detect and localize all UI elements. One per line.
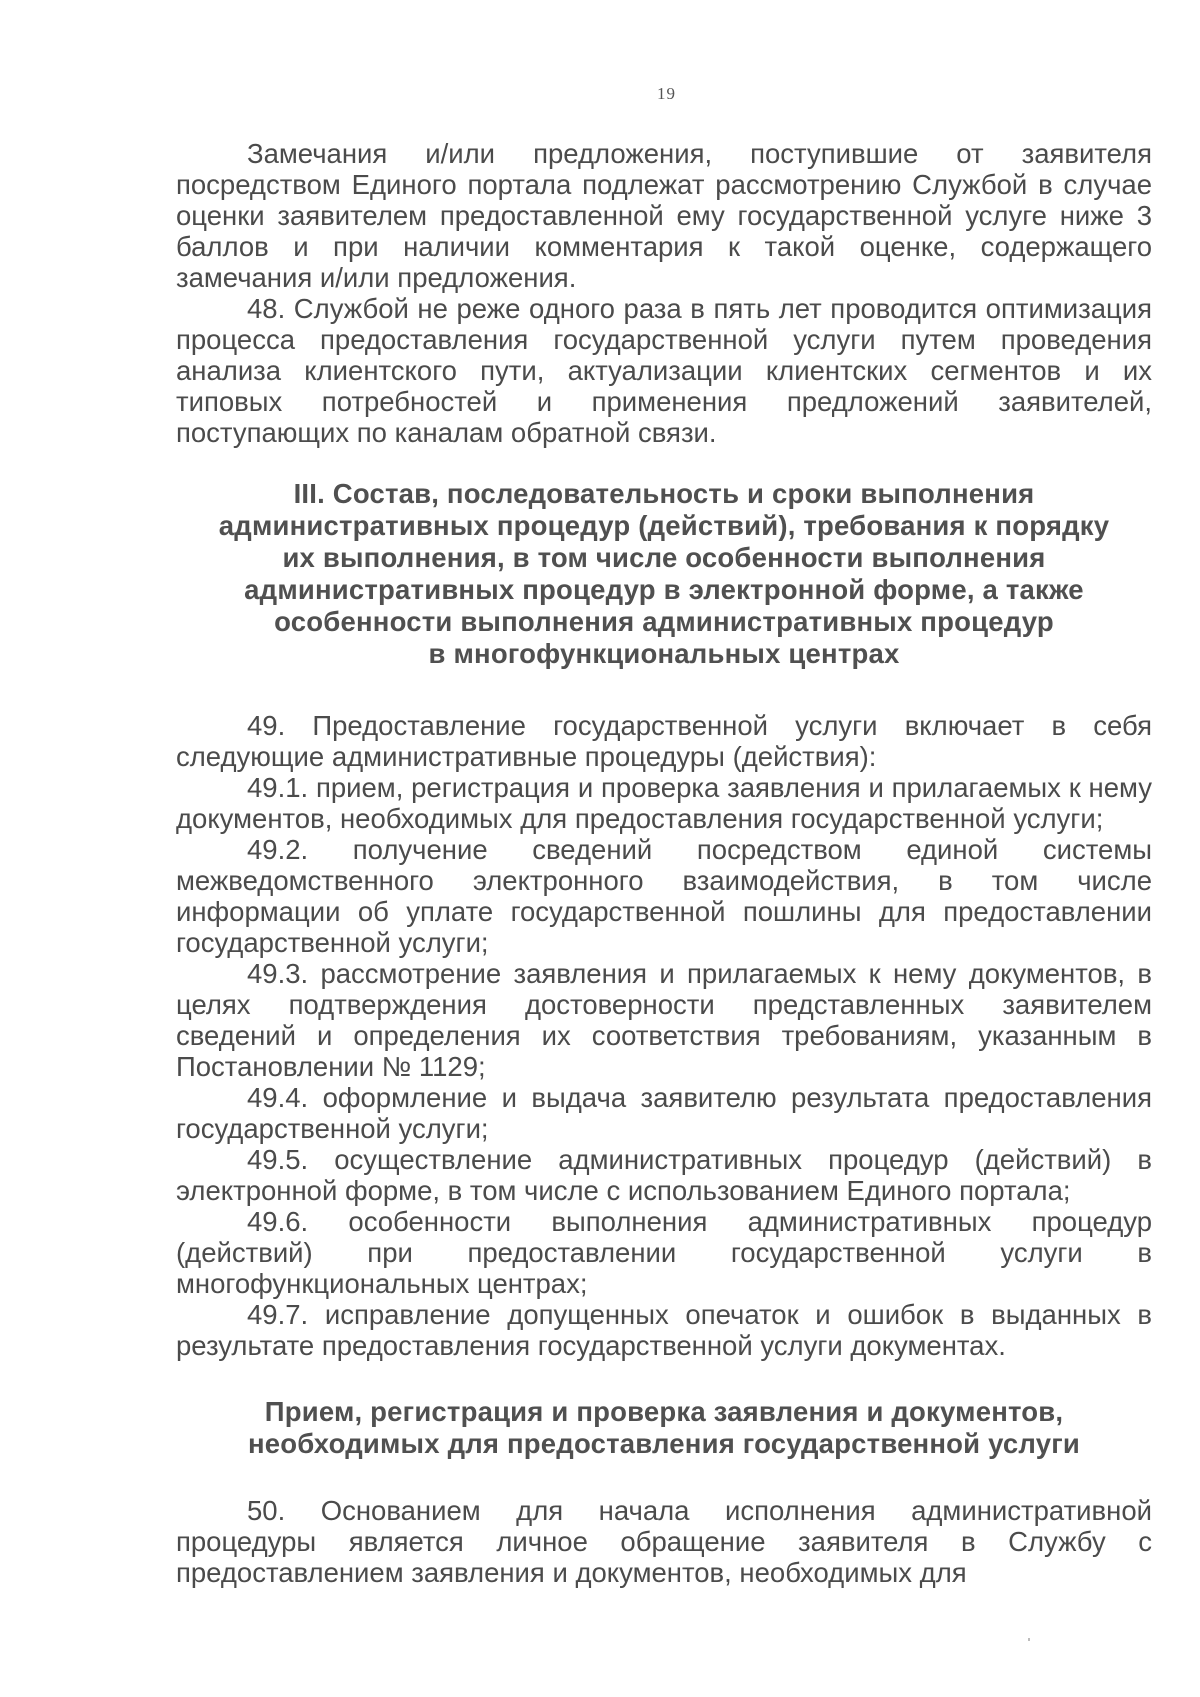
heading-line: особенности выполнения административных процедур (274, 606, 1054, 637)
paragraph-remarks: Замечания и/или предложения, поступившие от заявителя посредством Единого портала подлежат рассмотрению Службой в случае оценки заявителем предоставленной ему государственной услуге ниже 3 баллов и при наличии комментария к такой оценке, содержащего замечания и/или предложения. (176, 138, 1152, 293)
paragraph-49-4: 49.4. оформление и выдача заявителю результата предоставления государственной услуги; (176, 1082, 1152, 1144)
page-number: 19 (657, 84, 676, 103)
paragraph-49-6: 49.6. особенности выполнения административных процедур (действий) при предоставлении государственной услуги в многофункциональных центрах; (176, 1206, 1152, 1299)
paragraph-48: 48. Службой не реже одного раза в пять лет проводится оптимизация процесса предоставления государственной услуги путем проведения анализа клиентского пути, актуализации клиентских сегментов и их типовых потребностей и применения предложений заявителей, поступающих по каналам обратной связи. (176, 293, 1152, 448)
section-heading-iii (176, 478, 1152, 670)
paragraph-49-2: 49.2. получение сведений посредством единой системы межведомственного электронного взаимодействия, в том числе информации об уплате государственной пошлины для предоставлении государственной услуги; (176, 834, 1152, 958)
document-body (176, 138, 1152, 1588)
heading-line: административных процедур (действий), требования к порядку (218, 510, 1110, 541)
heading-line: их выполнения, в том числе особенности выполнения (282, 542, 1046, 573)
paragraph-49-1: 49.1. прием, регистрация и проверка заявления и прилагаемых к нему документов, необходимых для предоставления государственной услуги; (176, 772, 1152, 834)
paragraph-49-3: 49.3. рассмотрение заявления и прилагаемых к нему документов, в целях подтверждения достоверности представленных заявителем сведений и определения их соответствия требованиям, указанным в Постановлении № 1129; (176, 958, 1152, 1082)
subsection-heading-reception (176, 1396, 1152, 1460)
paragraph-50: 50. Основанием для начала исполнения административной процедуры является личное обращение заявителя в Службу с предоставлением заявления и документов, необходимых для (176, 1495, 1152, 1588)
scan-speck (1028, 1638, 1030, 1641)
paragraph-49: 49. Предоставление государственной услуги включает в себя следующие административные процедуры (действия): (176, 710, 1152, 772)
heading-line: Прием, регистрация и проверка заявления и документов, (264, 1396, 1064, 1427)
heading-line: в многофункциональных центрах (428, 638, 900, 669)
heading-line: необходимых для предоставления государственной услуги (248, 1428, 1080, 1459)
paragraph-49-7: 49.7. исправление допущенных опечаток и ошибок в выданных в результате предоставления государственной услуги документах. (176, 1299, 1152, 1361)
paragraph-49-5: 49.5. осуществление административных процедур (действий) в электронной форме, в том числе с использованием Единого портала; (176, 1144, 1152, 1206)
heading-line: III. Состав, последовательность и сроки выполнения (293, 478, 1035, 509)
heading-line: административных процедур в электронной форме, а также (244, 574, 1084, 605)
